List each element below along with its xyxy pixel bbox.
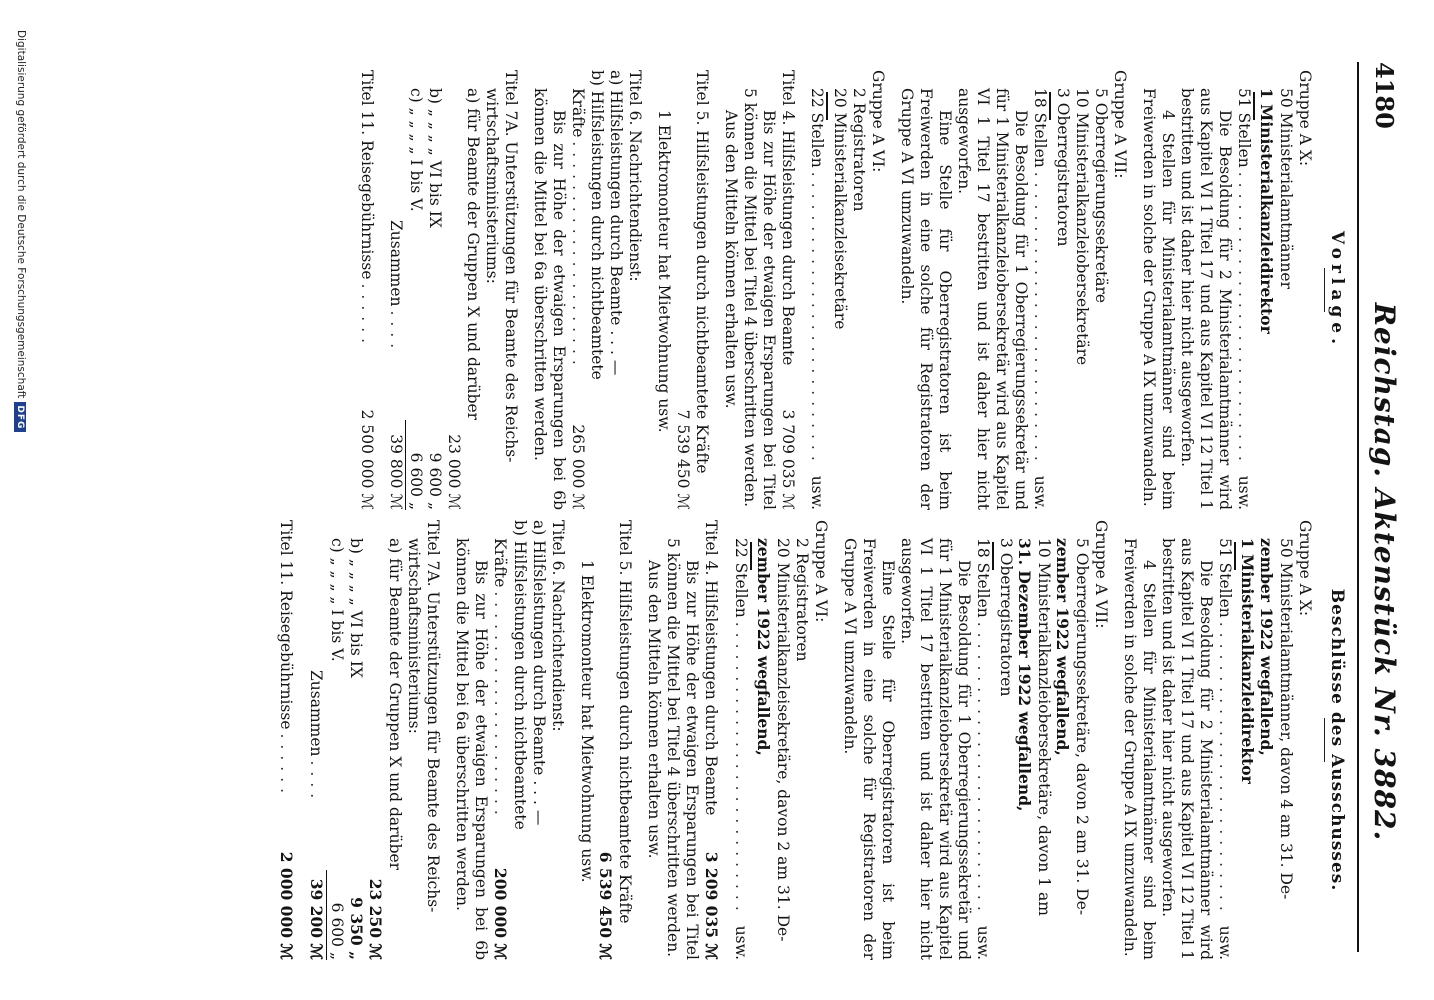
note-paragraph: Bis zur Höhe der etwaigen Ersparungen bei 6b können die Mittel bei 6a überschritten werden. (453, 538, 490, 960)
sum-rule (1049, 92, 1051, 120)
titel-heading: Titel 5. Hilfsleistungen durch nichtbeamtete Kräfte (616, 520, 634, 924)
dfg-logo: DFG (14, 402, 26, 432)
sum-rule (992, 542, 994, 570)
column-heading: Vorlage. (1327, 230, 1347, 350)
leader-dots: ........................... (974, 621, 992, 917)
amount-row: c) „ „ „ „ I bis V. 6 600 „ (407, 88, 425, 510)
position-line: zember 1922 wegfallend, (1053, 538, 1072, 756)
note-paragraph: 4 Stellen für Ministerialamtmänner sind beim Freiwerden in solche der Gruppe A IX umzuwandeln. (1121, 538, 1158, 960)
amount: 23 000 ℳ (445, 434, 463, 510)
header-rule (1357, 62, 1359, 952)
column-beschluesse (276, 520, 1346, 960)
digitization-footer: Digitalisierung gefördert durch die Deutsche ForschungsgemeinschaftDFG (14, 30, 27, 432)
document-title: Reichstag. Aktenstück Nr. 3882. (1368, 302, 1401, 842)
position-line: 2 Registratoren (793, 538, 811, 662)
sum-rule (1234, 542, 1236, 570)
count-row: 22 Stellen ........................... usw. (808, 88, 826, 510)
list-item: a) Hilfsleistungen durch Beamte . . . — (530, 520, 548, 826)
page-number: 4180 (1370, 62, 1399, 129)
position-line: 2 Registratoren (850, 88, 868, 212)
note-paragraph: Eine Stelle für Oberregistratoren ist beim Freiwerden in eine solche für Registratoren der Gruppe A VI umzuwandeln. (841, 538, 897, 960)
note-paragraph: Die Besoldung für 1 Oberregierungssekretär und für 1 Ministerialkanzleiobersekretär wird aus Kapitel VI 1 Titel 17 bestritten und ist daher hier nicht ausgeworfen. (955, 88, 1030, 510)
list-item: b) Hilfsleistungen durch nichtbeamtete (588, 70, 606, 380)
note-paragraph: Eine Stelle für Oberregistratoren ist beim Freiwerden in eine solche für Registratoren der Gruppe A VI umzuwandeln. (898, 88, 954, 510)
position-line: wirtschaftsministeriums: (483, 88, 501, 284)
group-label: Gruppe A X: (1296, 520, 1314, 617)
position-line: 10 Ministerialkanzleiobersekretäre, davon 1 am (1035, 538, 1053, 916)
titel-heading: Titel 7A. Unterstützungen für Beamte des Reichs- (502, 70, 520, 463)
leader-dots: ........................... (1216, 621, 1234, 917)
amount-row: Kräfte ..................... 265 000 ℳ (569, 88, 587, 510)
note-paragraph: Die Besoldung für 2 Ministerialamtmänner wird aus Kapitel VI 1 Titel 17 und aus Kapitel VI 12 Titel 1 bestritten und ist daher hier nicht ausgeworfen. (1178, 88, 1234, 510)
amount-row: Kräfte ..................... 200 000 ℳ (491, 538, 510, 960)
amount-row: b) „ „ „ „ VI bis IX 9 600 „ (426, 88, 444, 510)
leader-dots: ........................... (808, 171, 826, 467)
note-paragraph: 1 Elektromonteur hat Mietwohnung usw. (655, 110, 673, 433)
sum-rule (826, 92, 828, 120)
amount-row: b) „ „ „ „ VI bis IX 9 350 „ (347, 538, 366, 960)
note-paragraph: Bis zur Höhe der etwaigen Ersparungen bei Titel 5 können die Mittel bei Titel 4 überschritten werden. (741, 88, 778, 510)
heading-rule (1324, 268, 1325, 312)
list-item: b) Hilfsleistungen durch nichtbeamtete (511, 520, 529, 830)
note-paragraph: Aus den Mitteln können erhalten usw. (645, 560, 663, 859)
count-row: 18 Stellen ........................... usw. (974, 538, 992, 960)
titel-heading: Titel 7A. Unterstützungen für Beamte des Reichs- (424, 520, 442, 913)
position-line: wirtschaftsministeriums: (405, 538, 423, 734)
position-line: 5 Oberregierungssekretäre (1092, 88, 1110, 304)
list-item: a) für Beamte der Gruppen X und darüber (386, 538, 404, 871)
total-row: Zusammen .... 39 800 ℳ (387, 220, 405, 510)
position-line: 3 Oberregistratoren (997, 538, 1015, 697)
note-paragraph: Bis zur Höhe der etwaigen Ersparungen bei 6b können die Mittel bei 6a überschritten werden. (531, 88, 568, 510)
note-paragraph: 1 Elektromonteur hat Mietwohnung usw. (578, 560, 596, 883)
titel-row: Titel 11. Reisegebührnisse ...... 2 500 000 ℳ (358, 70, 376, 510)
amount-row: c) „ „ „ „ I bis V. 6 600 „ (328, 538, 346, 960)
position-line: 10 Ministerialkanzleiobersekretäre (1073, 88, 1091, 366)
list-item: a) Hilfsleistungen durch Beamte . . . — (607, 70, 625, 376)
note-paragraph: Die Besoldung für 2 Ministerialamtmänner wird aus Kapitel VI 1 Titel 17 und aus Kapitel VI 12 Titel 1 bestritten und ist daher hier nicht ausgeworfen. (1159, 538, 1215, 960)
column-heading: Beschlüsse des Ausschusses. (1327, 588, 1347, 892)
page-header (1357, 62, 1409, 952)
note-paragraph: Aus den Mitteln können erhalten usw. (722, 110, 740, 409)
amount: 23 250 ℳ (366, 878, 385, 960)
count-row: 51 Stellen ........................... usw. (1216, 538, 1234, 960)
group-label: Gruppe A VI: (812, 520, 830, 623)
count-row: 18 Stellen ........................... usw. (1031, 88, 1049, 510)
leader-dots: ........................... (1235, 171, 1253, 467)
titel-heading: Titel 6. Nachrichtendienst: (549, 520, 567, 732)
heading-rule (1324, 718, 1325, 762)
position-line: 1 Ministerialkanzleidirektor (1257, 88, 1276, 334)
leader-dots: ........................... (1031, 171, 1049, 467)
sum-rule (1253, 92, 1255, 120)
group-label: Gruppe A VII: (1111, 70, 1129, 179)
titel-row: Titel 4. Hilfsleistungen durch Beamte 3 209 035 ℳ (702, 520, 721, 960)
total-row: Zusammen .... 39 200 ℳ (307, 670, 326, 960)
note-paragraph: Die Besoldung für 1 Oberregierungssekretär und für 1 Ministerialkanzleiobersekretär wird aus Kapitel VI 1 Titel 17 bestritten und ist daher hier nicht ausgeworfen. (898, 538, 973, 960)
group-label: Gruppe A VII: (1092, 520, 1110, 629)
group-label: Gruppe A VI: (869, 70, 887, 173)
position-line: zember 1922 wegfallend, (754, 538, 773, 756)
position-line: 20 Ministerialkanzleisekretäre, davon 2 am 31. De- (774, 538, 792, 942)
count-row: 22 Stellen ........................... usw. (732, 538, 750, 960)
position-line: zember 1922 wegfallend, (1257, 538, 1276, 756)
titel-row: Titel 11. Reisegebührnisse ...... 2 000 000 ℳ (277, 520, 296, 960)
position-line: 50 Ministerialamtmänner (1277, 88, 1295, 289)
amount: 6 539 450 ℳ (596, 851, 615, 960)
count-row: 51 Stellen ........................... usw. (1235, 88, 1253, 510)
sum-rule (750, 542, 752, 570)
titel-row: Titel 4. Hilfsleistungen durch Beamte 3 709 035 ℳ (779, 70, 797, 510)
group-label: Gruppe A X: (1296, 70, 1314, 167)
note-paragraph: 4 Stellen für Ministerialamtmänner sind beim Freiwerden in solche der Gruppe A IX umzuwandeln. (1140, 88, 1177, 510)
list-item: a) für Beamte der Gruppen X und darüber (464, 88, 482, 421)
leader-dots: ........................... (732, 621, 750, 917)
position-line: 50 Ministerialamtmänner, davon 4 am 31. De- (1277, 538, 1295, 900)
titel-heading: Titel 5. Hilfsleistungen durch nichtbeamtete Kräfte (693, 70, 711, 474)
position-line: 5 Oberregierungssekretäre, davon 2 am 31. De- (1073, 538, 1091, 916)
position-line: 1 Ministerialkanzleidirektor (1238, 538, 1257, 784)
position-line: 3 Oberregistratoren (1054, 88, 1072, 247)
amount: 7 539 450 ℳ (674, 409, 692, 510)
titel-heading: Titel 6. Nachrichtendienst: (626, 70, 644, 282)
note-paragraph: Bis zur Höhe der etwaigen Ersparungen bei Titel 5 können die Mittel bei Titel 4 überschritten werden. (664, 538, 701, 960)
position-line: 20 Ministerialkanzleisekretäre (831, 88, 849, 330)
position-line: 31. Dezember 1922 wegfallend, (1015, 538, 1034, 812)
column-vorlage (357, 70, 1346, 510)
